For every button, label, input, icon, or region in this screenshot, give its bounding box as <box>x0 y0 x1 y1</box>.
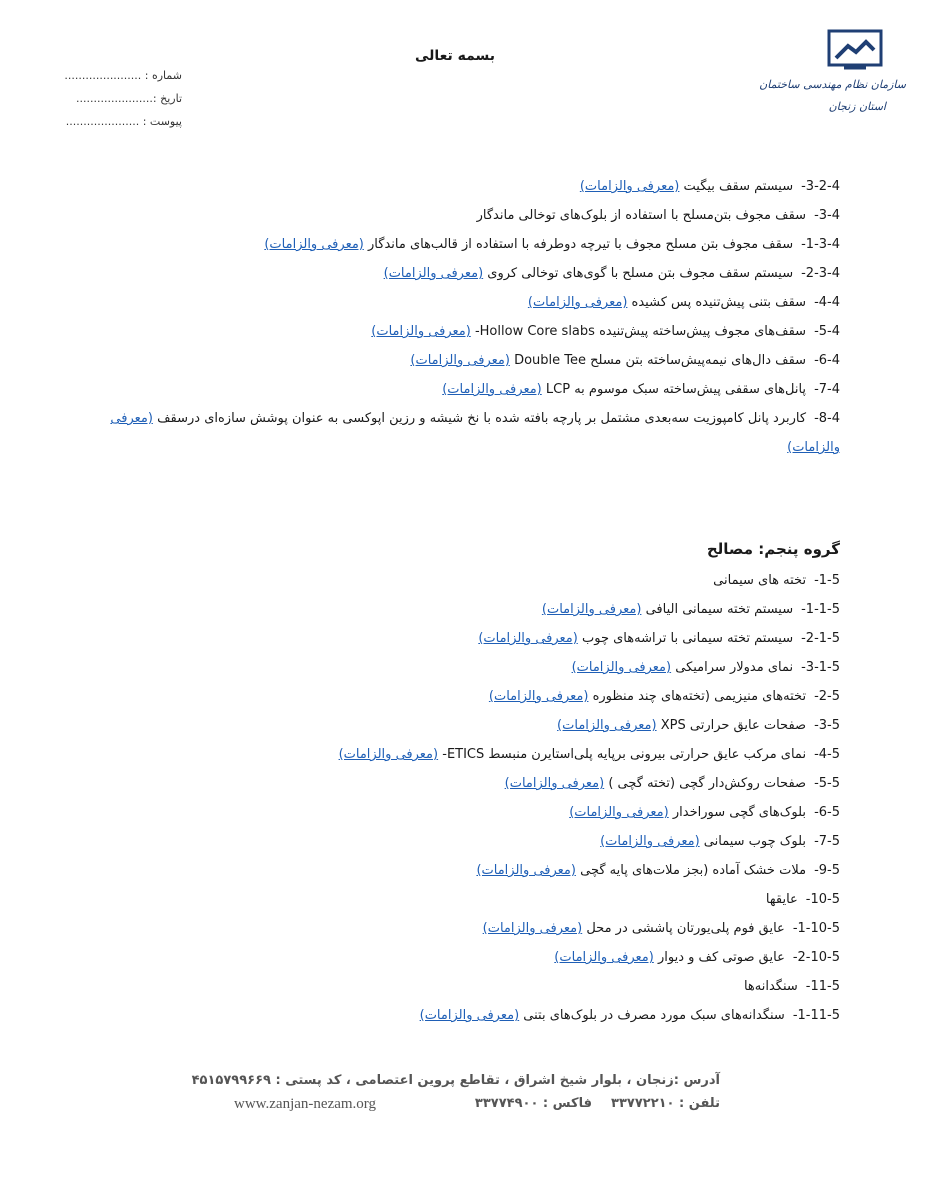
item-number: -4-5 <box>814 747 840 762</box>
item-text: ملات خشک آماده (بجز ملات‌های پایه گچی <box>580 863 807 878</box>
intro-requirements-link[interactable]: (معرفی والزامات) <box>571 660 672 675</box>
item-number: -7-4 <box>814 382 840 397</box>
item-text: سقف مجوف بتن مسلح مجوف با تیرچه دوطرفه با استفاده از قالب‌های ماندگار <box>368 237 794 252</box>
intro-requirements-link[interactable]: (معرفی والزامات) <box>504 776 605 791</box>
letter-date-field: تاریخ :...................... <box>75 92 182 105</box>
list-item <box>95 827 840 856</box>
item-number: -3-1-5 <box>801 660 840 675</box>
item-number: -3-5 <box>814 718 840 733</box>
item-number: -2-1-5 <box>801 631 840 646</box>
intro-requirements-link[interactable]: (معرفی <box>110 411 153 426</box>
item-number: -5-4 <box>814 324 840 339</box>
item-number: -2-5 <box>814 689 840 704</box>
intro-requirements-link[interactable]: (معرفی والزامات) <box>419 1008 520 1023</box>
item-number: -4-4 <box>814 295 840 310</box>
list-item <box>95 711 840 740</box>
item-number: -1-1-5 <box>801 602 840 617</box>
intro-requirements-link[interactable]: (معرفی والزامات) <box>541 602 642 617</box>
list-item <box>95 856 840 885</box>
footer-phone: تلفن : ۳۳۷۷۲۲۱۰ <box>611 1096 720 1111</box>
intro-requirements-link[interactable]: (معرفی والزامات) <box>482 921 583 936</box>
item-text: سقف بتنی پیش‌تنیده پس کشیده <box>631 295 807 310</box>
item-text: بلوک چوب سیمانی <box>703 834 807 849</box>
list-item <box>95 740 840 769</box>
building-logo-icon <box>826 28 884 72</box>
intro-requirements-link[interactable]: (معرفی والزامات) <box>476 863 576 878</box>
list-item <box>95 682 840 711</box>
item-latin-term: Hollow Core slabs <box>479 324 595 339</box>
list-item <box>95 288 840 317</box>
item-text: عایق صوتی کف و دیوار <box>657 950 785 965</box>
intro-requirements-link[interactable]: (معرفی والزامات) <box>488 689 589 704</box>
intro-requirements-link[interactable]: (معرفی والزامات) <box>442 382 542 397</box>
organization-logo <box>759 28 906 124</box>
item-text: سقف‌های مجوف پیش‌ساخته پیش‌تنیده <box>599 324 807 339</box>
item-number: -6-5 <box>814 805 840 820</box>
item-text: سنگدانه‌های سبک مورد مصرف در بلوک‌های بتنی <box>523 1008 785 1023</box>
intro-requirements-link[interactable]: (معرفی والزامات) <box>410 353 510 368</box>
letter-footer <box>191 1066 720 1122</box>
list-item <box>95 566 840 595</box>
item-number: -10-5 <box>805 892 840 907</box>
footer-website-link[interactable]: www.zanjan-nezam.org <box>234 1096 377 1112</box>
item-latin-term: ETICS <box>446 747 485 762</box>
item-number: -1-3-4 <box>801 237 840 252</box>
list-item <box>95 230 840 259</box>
footer-address: آدرس :زنجان ، بلوار شیخ اشراق ، تقاطع پروین اعتصامی ، کد پستی : ۴۵۱۵۷۹۹۶۶۹ <box>191 1073 720 1088</box>
item-number: -11-5 <box>805 979 840 994</box>
list-item <box>95 259 840 288</box>
item-text: عایقها <box>765 892 798 907</box>
item-text: سیستم تخته سیمانی الیافی <box>645 602 794 617</box>
intro-requirements-link[interactable]: والزامات) <box>787 440 840 455</box>
item-text: نمای مرکب عایق حرارتی بیرونی برپایه پلی‌استایرن منبسط <box>488 747 807 762</box>
item-suffix: - <box>442 747 447 762</box>
logo-province: استان زنجان <box>828 100 886 113</box>
letter-attachment-field: پیوست : ..................... <box>65 115 182 128</box>
logo-org-name: سازمان نظام مهندسی ساختمان <box>759 78 906 91</box>
list-item <box>95 201 840 230</box>
item-text: تخته‌های منیزیمی (تخته‌های چند منظوره <box>592 689 807 704</box>
item-number: -9-5 <box>814 863 840 878</box>
item-number: -1-5 <box>814 573 840 588</box>
intro-requirements-link[interactable]: (معرفی والزامات) <box>554 950 654 965</box>
item-latin-term: Double Tee <box>514 353 586 368</box>
footer-fax: فاکس : ۳۳۷۷۴۹۰۰ <box>474 1096 592 1111</box>
intro-requirements-link[interactable]: (معرفی والزامات) <box>383 266 484 281</box>
item-number: -2-3-4 <box>801 266 840 281</box>
item-text: بلوک‌های گچی سوراخدار <box>672 805 807 820</box>
group5-list <box>95 566 840 1030</box>
item-text: سقف مجوف بتن‌مسلح با استفاده از بلوک‌های توخالی ماندگار <box>476 208 807 223</box>
item-text: سیستم سقف بیگیت <box>683 179 794 194</box>
item-number: -6-4 <box>814 353 840 368</box>
item-number: -3-2-4 <box>801 179 840 194</box>
group5-title: گروه پنجم: مصالح <box>706 540 840 558</box>
letter-number-field: شماره : ...................... <box>64 69 182 82</box>
list-item <box>95 1001 840 1030</box>
item-latin-term: XPS <box>660 718 686 733</box>
item-number: -1-11-5 <box>792 1008 840 1023</box>
list-item <box>95 346 840 375</box>
intro-requirements-link[interactable]: (معرفی والزامات) <box>600 834 700 849</box>
intro-requirements-link[interactable]: (معرفی والزامات) <box>569 805 669 820</box>
intro-requirements-link[interactable]: (معرفی والزامات) <box>338 747 439 762</box>
item-text: صفحات عایق حرارتی <box>689 718 807 733</box>
group4-list <box>95 172 840 404</box>
list-item <box>95 653 840 682</box>
item-text: سیستم سقف مجوف بتن مسلح با گوی‌های توخالی کروی <box>487 266 794 281</box>
list-item <box>95 595 840 624</box>
list-item <box>95 317 840 346</box>
list-item <box>95 885 840 914</box>
intro-requirements-link[interactable]: (معرفی والزامات) <box>478 631 578 646</box>
item-number: -2-10-5 <box>792 950 840 965</box>
item-suffix: - <box>474 324 480 339</box>
bismillah-heading: بسمه تعالی <box>414 48 496 64</box>
intro-requirements-link[interactable]: (معرفی والزامات) <box>264 237 364 252</box>
intro-requirements-link[interactable]: (معرفی والزامات) <box>579 179 680 194</box>
list-item <box>95 972 840 1001</box>
item-text: عایق فوم پلی‌یورتان پاششی در محل <box>586 921 785 936</box>
list-item <box>95 624 840 653</box>
item-text: سقف دال‌های نیمه‌پیش‌ساخته بتن مسلح <box>590 353 807 368</box>
list-item <box>95 375 840 404</box>
item-text: صفحات روکش‌دار گچی (تخته گچی ) <box>608 776 807 791</box>
item-number: -8-4 <box>814 411 840 426</box>
list-item <box>95 769 840 798</box>
item-text: پانل‌های سقفی پیش‌ساخته سبک موسوم به <box>574 382 807 397</box>
item-number: -5-5 <box>814 776 840 791</box>
item-latin-term: LCP <box>545 382 571 397</box>
list-item <box>95 172 840 201</box>
item-text: سیستم تخته سیمانی با تراشه‌های چوب <box>581 631 794 646</box>
item-text: تخته های سیمانی <box>713 573 807 588</box>
intro-requirements-link[interactable]: (معرفی والزامات) <box>527 295 628 310</box>
document-body <box>95 172 840 1030</box>
intro-requirements-link[interactable]: (معرفی والزامات) <box>371 324 471 339</box>
list-item <box>95 404 840 462</box>
item-text: نمای مدولار سرامیکی <box>675 660 794 675</box>
list-item <box>95 943 840 972</box>
list-item <box>95 914 840 943</box>
item-text: سنگدانه‌ها <box>743 979 798 994</box>
item-number: -7-5 <box>814 834 840 849</box>
intro-requirements-link[interactable]: (معرفی والزامات) <box>557 718 657 733</box>
letter-meta <box>52 64 182 133</box>
item-text: کاربرد پانل کامپوزیت سه‌بعدی مشتمل بر پارچه بافته شده با نخ شیشه و رزین اپوکسی به عنوان پوشش سازه‌ای درسقف <box>157 411 807 426</box>
list-item <box>95 798 840 827</box>
item-number: -3-4 <box>814 208 840 223</box>
item-number: -1-10-5 <box>792 921 840 936</box>
